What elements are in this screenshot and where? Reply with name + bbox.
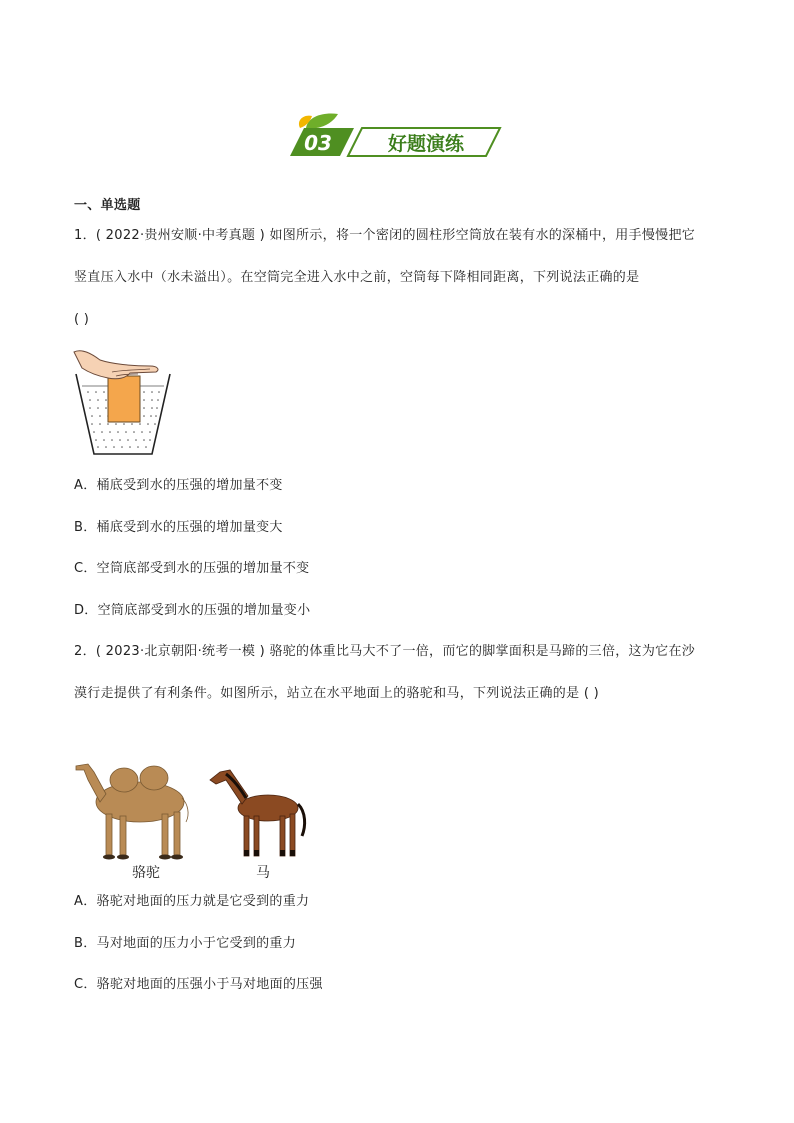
q1-option-b[interactable]: B．桶底受到水的压强的增加量变大 <box>74 520 283 535</box>
q1-option-d[interactable]: D．空筒底部受到水的压强的增加量变小 <box>74 603 311 618</box>
q2-stem-line2: 漠行走提供了有利条件。如图所示，站立在水平地面上的骆驼和马，下列说法正确的是 ( ) <box>74 686 600 701</box>
badge-title: 好题演练 <box>387 133 465 155</box>
q2-option-a[interactable]: A．骆驼对地面的压力就是它受到的重力 <box>74 894 310 909</box>
badge-number: 03 <box>304 131 332 155</box>
hand-icon <box>74 351 158 379</box>
cylinder <box>108 376 140 422</box>
q1-stem-line1: 1．( 2022·贵州安顺·中考真题 ) 如图所示，将一个密闭的圆柱形空筒放在装有水的深桶中，用手慢慢把它 <box>74 228 696 243</box>
q1-stem-line2: 竖直压入水中（水未溢出）。在空筒完全进入水中之前，空筒每下降相同距离，下列说法正确的是 <box>74 270 640 285</box>
section-badge <box>278 110 508 160</box>
q2-option-c[interactable]: C．骆驼对地面的压强小于马对地面的压强 <box>74 977 323 992</box>
q1-answer-blank: ( ) <box>74 312 90 327</box>
badge-graphic <box>278 110 508 160</box>
q1-option-a[interactable]: A．桶底受到水的压强的增加量不变 <box>74 478 283 493</box>
bucket-diagram <box>72 346 172 456</box>
q2-stem-line1: 2．( 2023·北京朝阳·统考一模 ) 骆驼的体重比马大不了一倍，而它的脚掌面积是马蹄的三倍，这为它在沙 <box>74 644 696 659</box>
q1-option-c[interactable]: C．空筒底部受到水的压强的增加量不变 <box>74 561 310 576</box>
camel-image <box>76 764 188 856</box>
camel-caption: 骆驼 <box>132 865 160 881</box>
q1-figure <box>72 346 172 456</box>
horse-image <box>210 770 298 856</box>
animals-illustration <box>70 758 310 862</box>
horse-caption: 马 <box>256 865 270 881</box>
q2-option-b[interactable]: B．马对地面的压力小于它受到的重力 <box>74 936 297 951</box>
section-heading: 一、单选题 <box>74 198 141 213</box>
q2-figure <box>70 758 310 882</box>
leaf-icon <box>306 114 338 129</box>
horse-tail <box>298 804 305 836</box>
